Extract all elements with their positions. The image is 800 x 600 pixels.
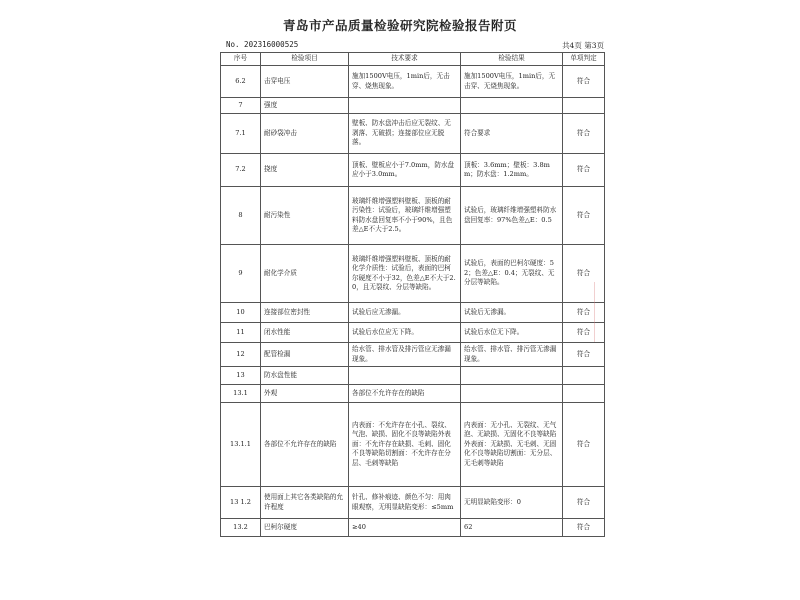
table-row (221, 114, 605, 154)
row-item: 使用面上其它各类缺陷的允许程度 (261, 487, 349, 519)
row-result (461, 98, 563, 114)
row-result (461, 385, 563, 403)
table-row (221, 385, 605, 403)
row-result: 符合要求 (461, 114, 563, 154)
row-no: 13 (221, 367, 261, 385)
row-no: 6.2 (221, 66, 261, 98)
row-item: 闭水性能 (261, 323, 349, 343)
row-judgement: 符合 (563, 323, 605, 343)
row-requirement: 壁板、防水盘冲击后应无裂纹、无剥落、无破损；连接部位应无脱落。 (349, 114, 461, 154)
header-result: 检验结果 (461, 53, 563, 66)
row-judgement (563, 98, 605, 114)
row-result: 试验后水位无下降。 (461, 323, 563, 343)
row-requirement (349, 98, 461, 114)
row-result: 试验后，玻璃纤维增强塑料防水盘回复率：97%色差△E：0.5 (461, 187, 563, 245)
row-no: 13.1.1 (221, 403, 261, 487)
header-item: 检验项目 (261, 53, 349, 66)
row-item: 耐污染性 (261, 187, 349, 245)
page-info: 共4页 第3页 (562, 41, 604, 50)
row-no: 11 (221, 323, 261, 343)
row-result: 62 (461, 519, 563, 537)
row-requirement: 试验后应无渗漏。 (349, 303, 461, 323)
row-requirement (349, 367, 461, 385)
row-judgement: 符合 (563, 187, 605, 245)
table-row (221, 519, 605, 537)
row-result: 内表面：无小孔、无裂纹、无气泡、无缺损、无固化不良等缺陷外表面：无缺损、无毛刺、无固化不良等缺陷切割面：无分层、无毛刺等缺陷 (461, 403, 563, 487)
table-row (221, 487, 605, 519)
row-requirement: 试验后水位应无下降。 (349, 323, 461, 343)
table-row (221, 323, 605, 343)
table-row (221, 343, 605, 367)
header-requirement: 技术要求 (349, 53, 461, 66)
row-no: 10 (221, 303, 261, 323)
seal-mark (594, 282, 615, 342)
row-item: 挠度 (261, 154, 349, 187)
row-result: 试验后无渗漏。 (461, 303, 563, 323)
row-requirement: 内表面：不允许存在小孔、裂纹、气泡、缺损、固化不良等缺陷外表面：不允许存在缺损、毛刺、固化不良等缺陷切割面：不允许存在分层、毛刺等缺陷 (349, 403, 461, 487)
row-result: 给水管、排水管、排污管无渗漏现象。 (461, 343, 563, 367)
row-item: 各部位不允许存在的缺陷 (261, 403, 349, 487)
header-judgement: 单项判定 (563, 53, 605, 66)
row-item: 强度 (261, 98, 349, 114)
row-item: 巴柯尔硬度 (261, 519, 349, 537)
table-row (221, 245, 605, 303)
row-no: 7 (221, 98, 261, 114)
row-judgement: 符合 (563, 519, 605, 537)
row-no: 13.1 (221, 385, 261, 403)
table-row (221, 187, 605, 245)
row-requirement: 玻璃纤维增强塑料壁板、顶板的耐污染性：试验后，玻璃纤维增强塑料防水盘回复率不小于90%，且色差△E不大于2.5。 (349, 187, 461, 245)
row-requirement: 玻璃纤维增强塑料壁板、顶板的耐化学介质性：试验后，表面的巴柯尔硬度不小于32，色差△E不大于2.0，且无裂纹、分层等缺陷。 (349, 245, 461, 303)
row-judgement (563, 367, 605, 385)
report-title: 青岛市产品质量检验研究院检验报告附页 (282, 18, 517, 33)
header-no: 序号 (221, 53, 261, 66)
row-item: 击穿电压 (261, 66, 349, 98)
row-judgement (563, 385, 605, 403)
row-no: 8 (221, 187, 261, 245)
row-judgement: 符合 (563, 245, 605, 303)
row-result: 试验后，表面的巴柯尔硬度：52；色差△E：0.4；无裂纹、无分层等缺陷。 (461, 245, 563, 303)
row-no: 13 1.2 (221, 487, 261, 519)
row-requirement: 各部位不允许存在的缺陷 (349, 385, 461, 403)
table-row (221, 98, 605, 114)
row-no: 12 (221, 343, 261, 367)
row-item: 连接部位密封性 (261, 303, 349, 323)
report-number: No. 202316000525 (226, 40, 299, 49)
row-requirement: 给水管、排水管及排污管应无渗漏现象。 (349, 343, 461, 367)
row-requirement: 顶板、壁板应小于7.0mm，防水盘应小于3.0mm。 (349, 154, 461, 187)
row-result: 施加1500V电压，1min后，无击穿、无烧焦现象。 (461, 66, 563, 98)
row-requirement: ≥40 (349, 519, 461, 537)
row-judgement: 符合 (563, 403, 605, 487)
row-no: 7.1 (221, 114, 261, 154)
table-row (221, 66, 605, 98)
table-row (221, 303, 605, 323)
row-judgement: 符合 (563, 303, 605, 323)
row-item: 防水盘性能 (261, 367, 349, 385)
row-no: 9 (221, 245, 261, 303)
row-no: 13.2 (221, 519, 261, 537)
row-no: 7.2 (221, 154, 261, 187)
row-result: 无明显缺陷变形：0 (461, 487, 563, 519)
inspection-table (220, 52, 605, 537)
row-item: 配管检漏 (261, 343, 349, 367)
table-row (221, 367, 605, 385)
row-result (461, 367, 563, 385)
row-judgement: 符合 (563, 343, 605, 367)
row-judgement: 符合 (563, 487, 605, 519)
row-requirement: 针孔、修补痕迹、颜色不匀：用肉眼观察，无明显缺陷变形：≤5mm (349, 487, 461, 519)
row-judgement: 符合 (563, 154, 605, 187)
row-result: 顶板：3.6mm；壁板：3.8mm；防水盘：1.2mm。 (461, 154, 563, 187)
row-requirement: 施加1500V电压，1min后，无击穿、烧焦现象。 (349, 66, 461, 98)
row-judgement: 符合 (563, 114, 605, 154)
row-item: 耐砂袋冲击 (261, 114, 349, 154)
row-item: 耐化学介质 (261, 245, 349, 303)
table-header-row (221, 53, 605, 66)
table-row (221, 154, 605, 187)
table-row (221, 403, 605, 487)
row-item: 外观 (261, 385, 349, 403)
row-judgement: 符合 (563, 66, 605, 98)
